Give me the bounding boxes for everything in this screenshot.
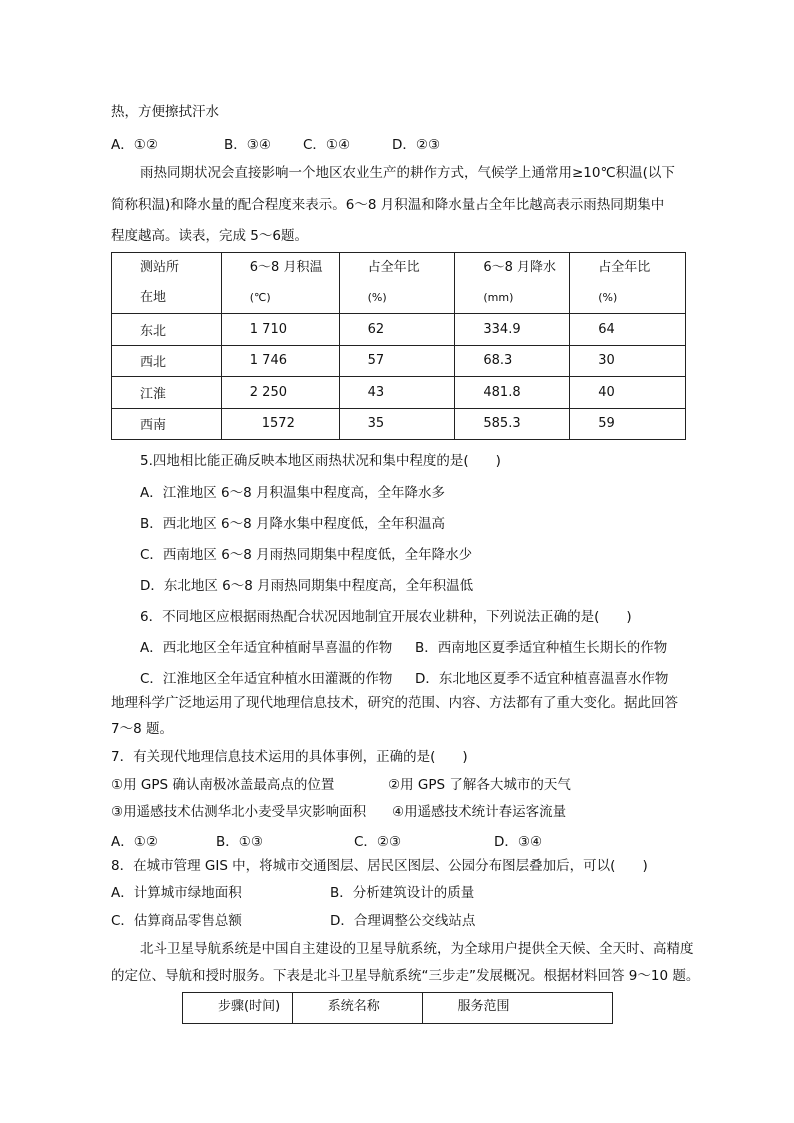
header-cell-temp: 6～8 月积温 (℃): [221, 253, 339, 314]
table-cell: 334.9: [455, 314, 570, 346]
question-stem: 7．有关现代地理信息技术运用的具体事例，正确的是( ): [111, 749, 468, 765]
table-cell: 43: [339, 377, 455, 409]
table-cell: 35: [339, 408, 455, 440]
option-a: A．西北地区全年适宜种植耐旱喜温的作物: [140, 640, 393, 656]
climate-data-table: [111, 252, 686, 440]
table-cell: 481.8: [455, 377, 570, 409]
statement-3: ③用遥感技术估测华北小麦受旱灾影响面积: [111, 804, 367, 820]
intro-line: 7～8 题。: [111, 721, 173, 737]
intro-line: 程度越高。读表，完成 5～6题。: [111, 228, 308, 244]
intro-line: 北斗卫星导航系统是中国自主建设的卫星导航系统，为全球用户提供全天候、全天时、高精度: [140, 941, 694, 957]
beidou-steps-table: [182, 992, 613, 1024]
continued-text: 热，方便擦拭汗水: [111, 104, 219, 120]
option-a: A．计算城市绿地面积: [111, 885, 242, 901]
statement-1: ①用 GPS 确认南极冰盖最高点的位置: [111, 777, 335, 793]
q4-option-a: A．①②: [111, 137, 158, 153]
option-c: C．估算商品零售总额: [111, 913, 242, 929]
option-d: D．③④: [494, 834, 543, 850]
option-b: B．西北地区 6～8 月降水集中程度低，全年积温高: [140, 516, 446, 532]
intro-line: 雨热同期状况会直接影响一个地区农业生产的耕作方式，气候学上通常用≥10℃积温(以下: [140, 165, 675, 181]
table-cell: 68.3: [455, 345, 570, 377]
question-stem: 5.四地相比能正确反映本地区雨热状况和集中程度的是( ): [140, 453, 501, 469]
table-row: [112, 345, 686, 377]
table-cell: 40: [570, 377, 686, 409]
header-cell-station: 测站所 在地: [112, 253, 222, 314]
option-c: C．江淮地区全年适宜种植水田灌溉的作物: [140, 671, 393, 687]
table-cell: 2 250: [221, 377, 339, 409]
table-cell: 59: [570, 408, 686, 440]
header-cell-step: 步骤(时间): [183, 993, 293, 1024]
question-stem: 8．在城市管理 GIS 中，将城市交通图层、居民区图层、公园分布图层叠加后，可以( ): [111, 858, 648, 874]
q4-option-b: B．③④: [224, 137, 271, 153]
header-cell-temp-share: 占全年比 (%): [339, 253, 455, 314]
option-b: B．①③: [216, 834, 263, 850]
option-d: D．合理调整公交线站点: [330, 913, 476, 929]
option-b: B．西南地区夏季适宜种植生长期长的作物: [415, 640, 668, 656]
option-a: A．江淮地区 6～8 月积温集中程度高，全年降水多: [140, 485, 445, 501]
intro-line: 地理科学广泛地运用了现代地理信息技术，研究的范围、内容、方法都有了重大变化。据此回答: [111, 695, 678, 711]
table-row: [112, 408, 686, 440]
table-row: [112, 377, 686, 409]
table-cell: 1 710: [221, 314, 339, 346]
table-row: [112, 314, 686, 346]
header-cell-rain-share: 占全年比 (%): [570, 253, 686, 314]
table-cell: 1 746: [221, 345, 339, 377]
intro-line: 简称积温)和降水量的配合程度来表示。6～8 月积温和降水量占全年比越高表示雨热同期集中: [111, 197, 665, 213]
table-header-row: [112, 253, 686, 314]
option-d: D．东北地区夏季不适宜种植喜温喜水作物: [415, 671, 669, 687]
option-a: A．①②: [111, 834, 158, 850]
option-c: C．②③: [354, 834, 402, 850]
option-c: C．西南地区 6～8 月雨热同期集中程度低，全年降水少: [140, 547, 473, 563]
option-d: D．东北地区 6～8 月雨热同期集中程度高，全年积温低: [140, 578, 474, 594]
table-cell: 64: [570, 314, 686, 346]
table-cell: 西南: [112, 408, 222, 440]
table-cell: 30: [570, 345, 686, 377]
statement-4: ④用遥感技术统计春运客流量: [392, 804, 567, 820]
table-cell: 东北: [112, 314, 222, 346]
statement-2: ②用 GPS 了解各大城市的天气: [388, 777, 571, 793]
table-header-row: [183, 993, 613, 1024]
q4-option-d: D．②③: [392, 137, 441, 153]
header-cell-rain: 6～8 月降水 (mm): [455, 253, 570, 314]
table-cell: 585.3: [455, 408, 570, 440]
q4-option-c: C．①④: [303, 137, 351, 153]
header-cell-service-range: 服务范围: [422, 993, 613, 1024]
intro-line: 的定位、导航和授时服务。下表是北斗卫星导航系统“三步走”发展概况。根据材料回答 9～10 题。: [111, 968, 700, 984]
header-cell-system-name: 系统名称: [292, 993, 422, 1024]
option-b: B．分析建筑设计的质量: [330, 885, 475, 901]
table-cell: 1572: [221, 408, 339, 440]
table-cell: 57: [339, 345, 455, 377]
table-cell: 62: [339, 314, 455, 346]
table-cell: 江淮: [112, 377, 222, 409]
question-stem: 6．不同地区应根据雨热配合状况因地制宜开展农业耕种，下列说法正确的是( ): [140, 609, 632, 625]
table-cell: 西北: [112, 345, 222, 377]
